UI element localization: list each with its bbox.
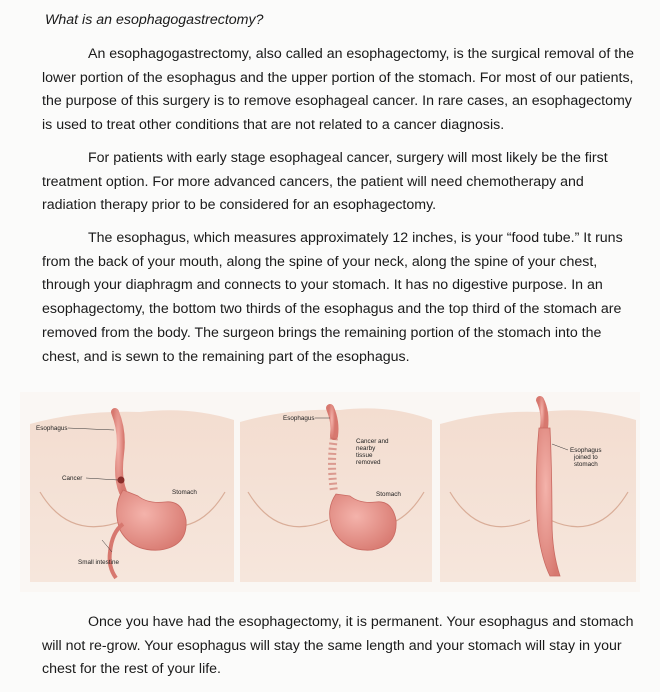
label-removed-2: nearby xyxy=(356,445,376,452)
panel-tissue-removed xyxy=(240,408,432,582)
paragraph-permanent: Once you have had the esophagectomy, it is permanent. Your esophagus and stomach will not re-grow. Your esophagus will stay the same length and your stomach will stay in your chest for the rest of your life. xyxy=(42,614,634,678)
paragraph-definition: An esophagogastrectomy, also called an esophagectomy, is the surgical removal of the lower portion of the esophagus and the upper portion of the stomach. For most of our patients, the purpose of this surgery is to remove esophageal cancer. In rare cases, an esophagectomy is used to treat other conditions that are not related to a cancer diagnosis. xyxy=(42,46,634,134)
panel-esophagus-joined xyxy=(440,400,636,582)
label-small-intestine: Small intestine xyxy=(78,559,119,566)
paragraph-esophagus: The esophagus, which measures approximately 12 inches, is your “food tube.” It runs from the back of your mouth, along the spine of your neck, along the spine of your chest, through your diaphragm and connects to your stomach. It has no digestive purpose. In an esophagectomy, the bottom two thirds of the esophagus and the top third of the stomach are removed from the body. The surgeon brings the remaining portion of the stomach into the chest, and is sewn to the remaining part of the esophagus. xyxy=(42,230,623,365)
label-stomach-2: Stomach xyxy=(376,491,401,498)
esophagus-organ-3 xyxy=(540,400,545,428)
label-stomach-1: Stomach xyxy=(172,489,197,496)
label-removed-1: Cancer and xyxy=(356,438,389,445)
paragraph-treatment: For patients with early stage esophageal cancer, surgery will most likely be the first treatment option. For more advanced cancers, the patient will need chemotherapy and radiation therapy prior to be considered for an esophagectomy. xyxy=(42,150,608,214)
label-joined-1: Esophagus xyxy=(570,447,602,454)
label-removed-3: tissue xyxy=(356,452,373,459)
anatomy-illustration-svg xyxy=(20,392,640,592)
label-joined-2: joined to xyxy=(574,454,598,461)
label-esophagus-1: Esophagus xyxy=(36,425,68,432)
anatomy-illustration xyxy=(20,392,640,592)
label-esophagus-2: Esophagus xyxy=(283,415,315,422)
page-heading: What is an esophagogastrectomy? xyxy=(45,12,264,28)
label-cancer: Cancer xyxy=(62,475,83,482)
cancer-mark xyxy=(118,477,125,484)
panel-before-surgery xyxy=(30,410,234,582)
label-joined-3: stomach xyxy=(574,461,598,468)
label-removed-4: removed xyxy=(356,459,381,466)
esophagus-organ-2 xyxy=(330,408,335,436)
